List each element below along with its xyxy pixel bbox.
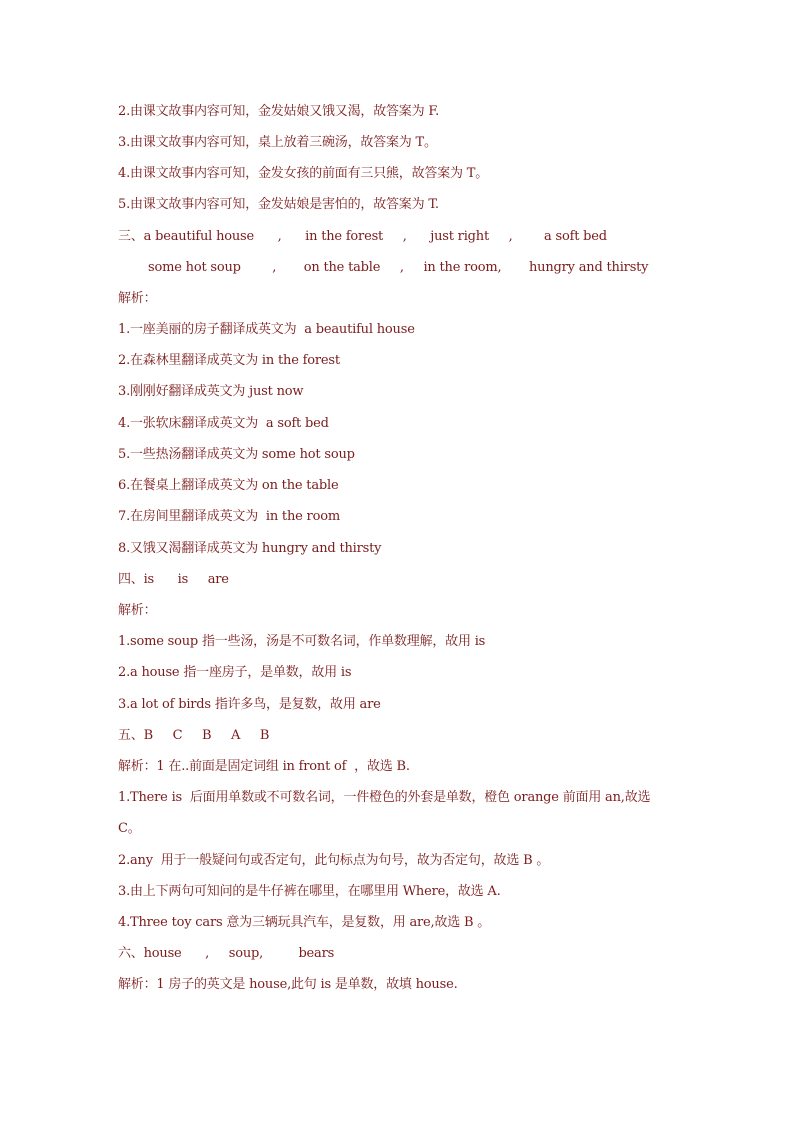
analysis-item: 2.a house 指一座房子，是单数，故用 is [118,665,352,680]
section-3-answers-cont: some hot soup , on the table , in the room, hungry and thirsty [148,260,649,275]
analysis-item: 解析：1 房子的英文是 house,此句 is 是单数，故填 house. [118,977,458,992]
analysis-item: 3.由上下两句可知问的是牛仔裤在哪里，在哪里用 Where，故选 A. [118,884,501,899]
analysis-item: 7.在房间里翻译成英文为 in the room [118,509,340,524]
analysis-item: 6.在餐桌上翻译成英文为 on the table [118,478,339,493]
analysis-label: 解析： [118,291,157,306]
analysis-item: 2.在森林里翻译成英文为 in the forest [118,353,340,368]
answer-line-2: 2.由课文故事内容可知，金发姑娘又饿又渴，故答案为 F. [118,104,440,119]
analysis-item: 2.any 用于一般疑问句或否定句，此句标点为句号，故为否定句，故选 B 。 [118,853,550,868]
analysis-item: 4.Three toy cars 意为三辆玩具汽车，是复数，用 are,故选 B 。 [118,915,491,930]
analysis-item: 8.又饿又渴翻译成英文为 hungry and thirsty [118,541,382,556]
answer-line-3: 3.由课文故事内容可知，桌上放着三碗汤，故答案为 T。 [118,135,437,150]
section-6-answers: 六、house , soup, bears [118,946,335,961]
analysis-item-cont: C。 [118,821,141,836]
analysis-label: 解析： [118,603,157,618]
answer-line-4: 4.由课文故事内容可知，金发女孩的前面有三只熊，故答案为 T。 [118,166,489,181]
section-4-answers: 四、is is are [118,572,229,587]
answer-line-5: 5.由课文故事内容可知，金发姑娘是害怕的，故答案为 T. [118,197,439,212]
analysis-item: 1.一座美丽的房子翻译成英文为 a beautiful house [118,322,415,337]
section-5-answers: 五、B C B A B [118,728,270,743]
analysis-item: 4.一张软床翻译成英文为 a soft bed [118,416,329,431]
analysis-item: 5.一些热汤翻译成英文为 some hot soup [118,447,355,462]
section-3-answers: 三、a beautiful house , in the forest , just right , a soft bed [118,229,607,244]
analysis-item: 解析：1 在..前面是固定词组 in front of ，故选 B. [118,759,410,774]
analysis-item: 1.There is 后面用单数或不可数名词，一件橙色的外套是单数，橙色 orange 前面用 an,故选 [118,790,651,805]
analysis-item: 1.some soup 指一些汤，汤是不可数名词，作单数理解，故用 is [118,634,486,649]
analysis-item: 3.刚刚好翻译成英文为 just now [118,384,304,399]
analysis-item: 3.a lot of birds 指许多鸟，是复数，故用 are [118,697,381,712]
